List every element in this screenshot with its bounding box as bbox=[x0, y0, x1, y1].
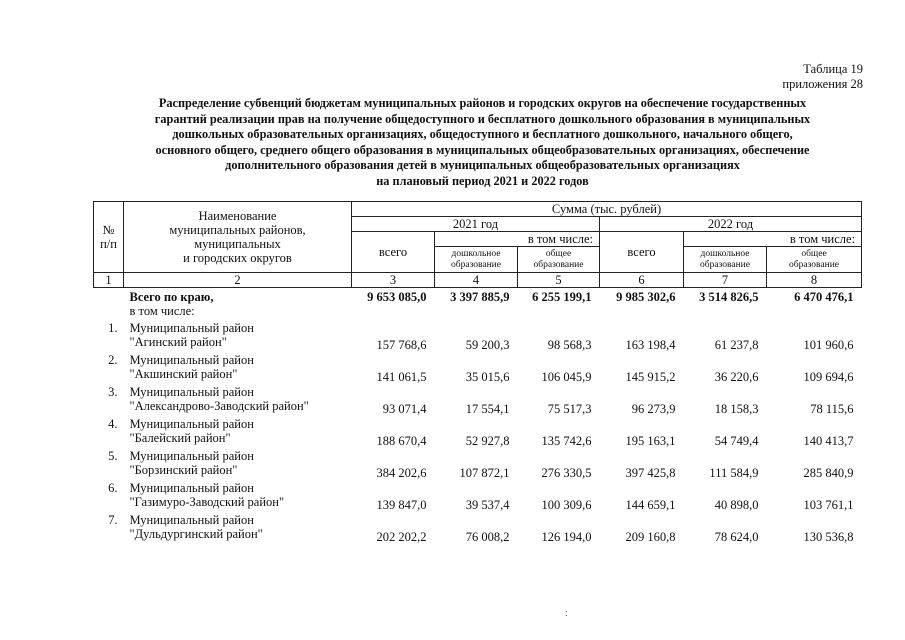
header-row-number: № п/п bbox=[94, 202, 124, 273]
total-label: Всего по краю, bbox=[129, 290, 214, 304]
value-general-2022: 130 536,8 bbox=[803, 530, 854, 544]
value-total-2021: 188 670,4 bbox=[376, 434, 427, 448]
district-name: Муниципальный район "Агинский район" bbox=[129, 321, 254, 349]
value-total-2021: 93 071,4 bbox=[382, 402, 427, 416]
value-general-2021: 75 517,3 bbox=[547, 402, 592, 416]
row-number: 1. bbox=[108, 321, 118, 335]
header-preschool-2021: дошкольное образование bbox=[435, 247, 518, 273]
value-general-2021: 106 045,9 bbox=[541, 370, 592, 384]
district-name: Муниципальный район "Газимуро-Заводский район" bbox=[129, 481, 285, 509]
value-general-2021: 276 330,5 bbox=[541, 466, 592, 480]
value-preschool-2022: 61 237,8 bbox=[714, 338, 759, 352]
page-mark: : bbox=[565, 608, 568, 619]
value-preschool-2021: 39 537,4 bbox=[465, 498, 510, 512]
table-row bbox=[94, 353, 862, 385]
total-row bbox=[94, 288, 862, 305]
total-value: 6 470 476,1 bbox=[794, 290, 854, 304]
table-number: Таблица 19 bbox=[803, 62, 863, 76]
value-preschool-2022: 54 749,4 bbox=[714, 434, 759, 448]
column-number: 5 bbox=[518, 273, 600, 288]
title-line: дополнительного образования детей в муниципальных общеобразовательных организациях bbox=[225, 158, 740, 173]
value-total-2022: 145 915,2 bbox=[625, 370, 676, 384]
value-total-2022: 209 160,8 bbox=[625, 530, 676, 544]
header-total-2022: всего bbox=[600, 232, 684, 273]
table-row bbox=[94, 321, 862, 353]
header-total-2021: всего bbox=[352, 232, 435, 273]
value-general-2022: 103 761,1 bbox=[803, 498, 854, 512]
district-name: Муниципальный район "Александрово-Заводский район" bbox=[129, 385, 309, 413]
column-number: 4 bbox=[435, 273, 518, 288]
value-preschool-2021: 59 200,3 bbox=[465, 338, 510, 352]
value-total-2021: 141 061,5 bbox=[376, 370, 427, 384]
column-number: 8 bbox=[767, 273, 862, 288]
including-row bbox=[94, 304, 862, 321]
row-number: 4. bbox=[108, 417, 118, 431]
value-preschool-2021: 107 872,1 bbox=[459, 466, 510, 480]
title-line: основного общего, среднего общего образования в муниципальных общеобразовательных организациях, обеспечение bbox=[155, 142, 810, 157]
total-value: 3 514 826,5 bbox=[699, 290, 759, 304]
district-name: Муниципальный район "Борзинский район" bbox=[129, 449, 254, 477]
total-value: 3 397 885,9 bbox=[450, 290, 510, 304]
table-row bbox=[94, 385, 862, 417]
title-line: Распределение субвенций бюджетам муниципальных районов и городских округов на обеспечение государственных bbox=[158, 96, 807, 110]
value-total-2021: 139 847,0 bbox=[376, 498, 427, 512]
district-name: Муниципальный район "Балейский район" bbox=[129, 417, 254, 445]
value-preschool-2022: 111 584,9 bbox=[709, 466, 759, 480]
value-total-2022: 96 273,9 bbox=[631, 402, 676, 416]
row-number: 7. bbox=[108, 513, 118, 527]
district-name: Муниципальный район "Акшинский район" bbox=[129, 353, 254, 381]
value-total-2021: 202 202,2 bbox=[376, 530, 427, 544]
title-line: гарантий реализации прав на получение общедоступного и бесплатного дошкольного образования в муниципальных bbox=[154, 111, 811, 126]
value-general-2022: 285 840,9 bbox=[803, 466, 854, 480]
value-general-2022: 109 694,6 bbox=[803, 370, 854, 384]
including-label: в том числе: bbox=[129, 304, 195, 318]
column-number: 7 bbox=[684, 273, 767, 288]
value-preschool-2022: 40 898,0 bbox=[714, 498, 759, 512]
header-preschool-2022: дошкольное образование bbox=[684, 247, 767, 273]
value-preschool-2022: 78 624,0 bbox=[714, 530, 759, 544]
column-number: 3 bbox=[352, 273, 435, 288]
table-row bbox=[94, 449, 862, 481]
row-number: 5. bbox=[108, 449, 118, 463]
value-preschool-2022: 36 220,6 bbox=[714, 370, 759, 384]
total-value: 9 653 085,0 bbox=[367, 290, 427, 304]
table-row bbox=[94, 513, 862, 545]
value-preschool-2021: 17 554,1 bbox=[465, 402, 510, 416]
title-line: на плановый период 2021 и 2022 годов bbox=[376, 173, 589, 188]
value-total-2022: 195 163,1 bbox=[625, 434, 676, 448]
table-row bbox=[94, 417, 862, 449]
table-reference bbox=[782, 62, 863, 92]
value-preschool-2021: 35 015,6 bbox=[465, 370, 510, 384]
value-total-2022: 163 198,4 bbox=[625, 338, 676, 352]
appendix-number: приложения 28 bbox=[782, 77, 863, 91]
header-name: Наименование муниципальных районов, муниципальных и городских округов bbox=[124, 202, 352, 273]
value-preschool-2021: 76 008,2 bbox=[465, 530, 510, 544]
row-number: 3. bbox=[108, 385, 118, 399]
value-general-2021: 98 568,3 bbox=[547, 338, 592, 352]
row-number: 2. bbox=[108, 353, 118, 367]
total-value: 6 255 199,1 bbox=[532, 290, 592, 304]
value-preschool-2021: 52 927,8 bbox=[465, 434, 510, 448]
subventions-table bbox=[93, 201, 862, 545]
total-value: 9 985 302,6 bbox=[616, 290, 676, 304]
header-general-2021: общее образование bbox=[518, 247, 600, 273]
district-name: Муниципальный район "Дульдургинский район" bbox=[129, 513, 263, 541]
value-general-2022: 101 960,6 bbox=[803, 338, 854, 352]
header-including-2022: в том числе: bbox=[684, 232, 862, 247]
value-total-2022: 144 659,1 bbox=[625, 498, 676, 512]
header-including-2021: в том числе: bbox=[435, 232, 600, 247]
header-sum: Сумма (тыс. рублей) bbox=[352, 202, 862, 217]
value-preschool-2022: 18 158,3 bbox=[714, 402, 759, 416]
value-general-2021: 100 309,6 bbox=[541, 498, 592, 512]
row-number: 6. bbox=[108, 481, 118, 495]
value-total-2021: 384 202,6 bbox=[376, 466, 427, 480]
header-general-2022: общее образование bbox=[767, 247, 862, 273]
header-year-2022: 2022 год bbox=[600, 217, 862, 232]
column-number: 1 bbox=[94, 273, 124, 288]
value-total-2021: 157 768,6 bbox=[376, 338, 427, 352]
value-general-2021: 126 194,0 bbox=[541, 530, 592, 544]
value-total-2022: 397 425,8 bbox=[625, 466, 676, 480]
value-general-2022: 78 115,6 bbox=[810, 402, 854, 416]
column-number: 6 bbox=[600, 273, 684, 288]
header-year-2021: 2021 год bbox=[352, 217, 600, 232]
value-general-2022: 140 413,7 bbox=[803, 434, 854, 448]
table-row bbox=[94, 481, 862, 513]
document-title bbox=[95, 96, 870, 190]
title-line: дошкольных образовательных организациях, общедоступного и бесплатного дошкольного, начального общего, bbox=[172, 127, 793, 142]
value-general-2021: 135 742,6 bbox=[541, 434, 592, 448]
column-number: 2 bbox=[124, 273, 352, 288]
